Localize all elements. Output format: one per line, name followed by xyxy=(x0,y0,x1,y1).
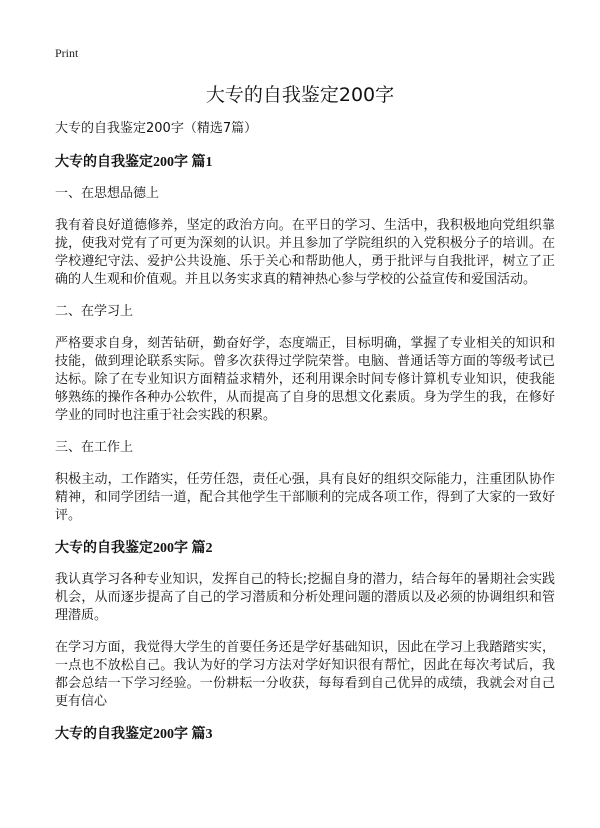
document-body xyxy=(55,120,555,757)
paragraph: 严格要求自身，刻苦钻研，勤奋好学，态度端正，目标明确，掌握了专业相关的知识和技能，做到理论联系实际。曾多次获得过学院荣誉。电脑、普通话等方面的等级考试已达标。除了在专业知识方面精益求精外，还利用课余时间专修计算机专业知识，使我能够熟练的操作各种办公软件，从而提高了自身的思想文化素质。身为学生的我，在修好学业的同时也注重于社会实践的积累。 xyxy=(55,336,555,423)
sub-heading: 三、在工作上 xyxy=(55,440,134,455)
section-1 xyxy=(55,153,555,525)
print-link[interactable]: Print xyxy=(55,46,79,60)
sub-heading: 二、在学习上 xyxy=(55,304,134,319)
sub-heading: 一、在思想品德上 xyxy=(55,186,160,201)
section-heading: 大专的自我鉴定200字 篇3 xyxy=(55,727,213,742)
section-2 xyxy=(55,539,555,711)
page-title: 大专的自我鉴定200字 xyxy=(205,84,395,106)
paragraph: 在学习方面，我觉得大学生的首要任务还是学好基础知识，因此在学习上我踏踏实实，一点也不放松自己。我认为好的学习方法对学好知识很有帮忙，因此在每次考试后，我都会总结一下学习经验。一份耕耘一分收获，每每看到自己优异的成绩，我就会对自己更有信心 xyxy=(55,640,555,709)
document-subtitle: 大专的自我鉴定200字（精选7篇） xyxy=(55,121,258,136)
paragraph: 我认真学习各种专业知识，发挥自己的特长;挖掘自身的潜力，结合每年的暑期社会实践机会，从而逐步提高了自己的学习潜质和分析处理问题的潜质以及必须的协调组织和管理潜质。 xyxy=(55,572,555,623)
section-3 xyxy=(55,725,555,745)
paragraph: 积极主动，工作踏实，任劳任怨，责任心强，具有良好的组织交际能力，注重团队协作精神，和同学团结一道，配合其他学生干部顺利的完成各项工作，得到了大家的一致好评。 xyxy=(55,472,555,523)
paragraph: 我有着良好道德修养，坚定的政治方向。在平日的学习、生活中，我积极地向党组织靠拢，使我对党有了可更为深刻的认识。并且参加了学院组织的入党积极分子的培训。在学校遵纪守法、爱护公共设施、乐于关心和帮助他人，勇于批评与自我批评，树立了正确的人生观和价值观。并且以务实求真的精神热心参与学校的公益宣传和爱国活动。 xyxy=(55,218,555,287)
section-heading: 大专的自我鉴定200字 篇2 xyxy=(55,541,213,556)
section-heading: 大专的自我鉴定200字 篇1 xyxy=(55,155,213,170)
